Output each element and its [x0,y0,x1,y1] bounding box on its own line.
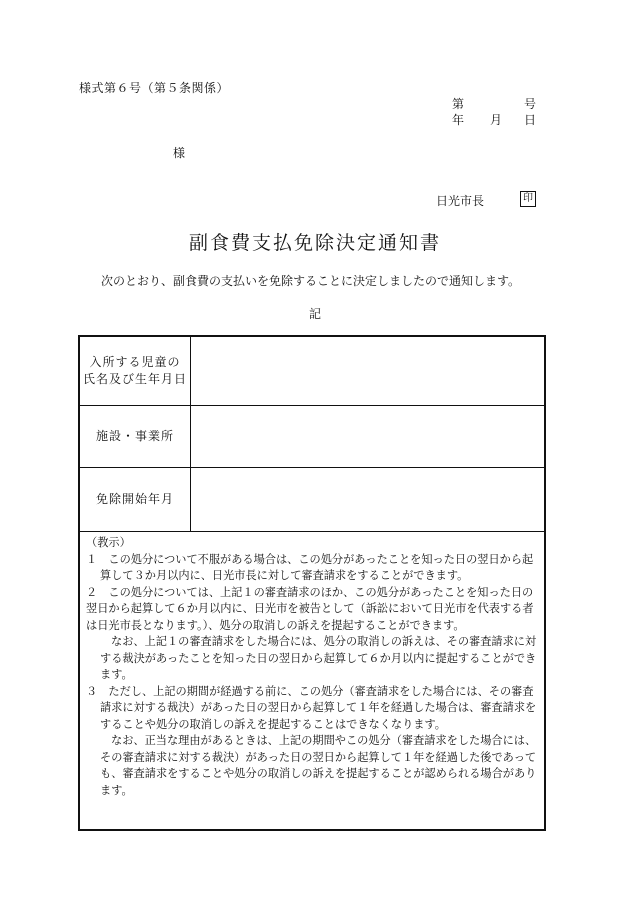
details-table [78,335,546,831]
form-number: 様式第６号（第５条関係） [79,81,230,95]
issuer: 日光市長 [436,194,485,208]
addressee-suffix: 様 [173,146,186,160]
document-title: 副食費支払免除決定通知書 [188,232,441,254]
number-suffix: 号 [523,97,536,111]
item-number: ３ [86,684,98,698]
item-text: ただし、上記の期間が経過する前に、この処分（審査請求をした場合には、その審査請求に対する裁決）があった日の翌日から起算して１年を経過した場合は、審査請求をすることや処分の取消しの訴えを提起することはできなくなります。 [100,684,537,731]
instructions [80,531,544,799]
date-month: 月 [490,113,503,127]
table-row [80,337,544,406]
instruction-paragraph: なお、上記１の審査請求をした場合には、処分の取消しの訴えは、その審査請求に対する裁決があったことを知った日の翌日から起算して６か月以内に提起することができます。 [100,635,537,681]
intro-text: 次のとおり、副食費の支払いを免除することに決定しましたので通知します。 [101,274,521,288]
date-day: 日 [523,113,536,127]
instructions-heading: （教示） [86,536,131,549]
table-row [80,405,544,468]
label-line: 入所する児童の [89,355,181,369]
number-prefix: 第 [452,97,465,111]
seal-stamp: 印 [520,191,536,207]
item-text: の翌日から起算して６か月以内に、日光市を被告として（訴訟において日光市を代表する者は日光市長となります。）、処分の取消しの訴えを提起することができます。 [86,585,534,632]
item-text: この処分について不服がある場合は、この処分があったことを知った日の翌日から起算して３か月以内に、日光市長に対して審査請求をすることができます。 [100,552,534,582]
facility-field[interactable] [191,405,544,467]
instruction-item-3 [86,684,540,734]
label-line: 氏名及び生年月日 [82,372,187,386]
row-label-child [80,337,191,405]
instruction-item-1 [86,552,540,585]
date-year: 年 [452,113,465,127]
item-number: ２ [86,585,98,599]
item-text: この処分については、上記１の審査請求のほか、この処分があったことを知った日 [108,585,523,599]
child-name-birthdate-field[interactable] [191,337,544,405]
row-label-start-month: 免除開始年月 [80,467,191,531]
exemption-start-field[interactable] [191,467,544,531]
row-label-facility: 施設・事業所 [80,405,191,467]
item-number: １ [86,552,98,566]
instruction-item-2 [86,585,540,635]
table-row [80,467,544,532]
ki-marker: 記 [308,307,321,321]
instruction-paragraph: なお、正当な理由があるときは、上記の期間やこの処分（審査請求をした場合には、その審査請求に対する裁決）があった日の翌日から起算して１年を経過した後であっても、審査請求をすることや処分の取消しの訴えを提起することが認められる場合があります。 [100,734,537,797]
